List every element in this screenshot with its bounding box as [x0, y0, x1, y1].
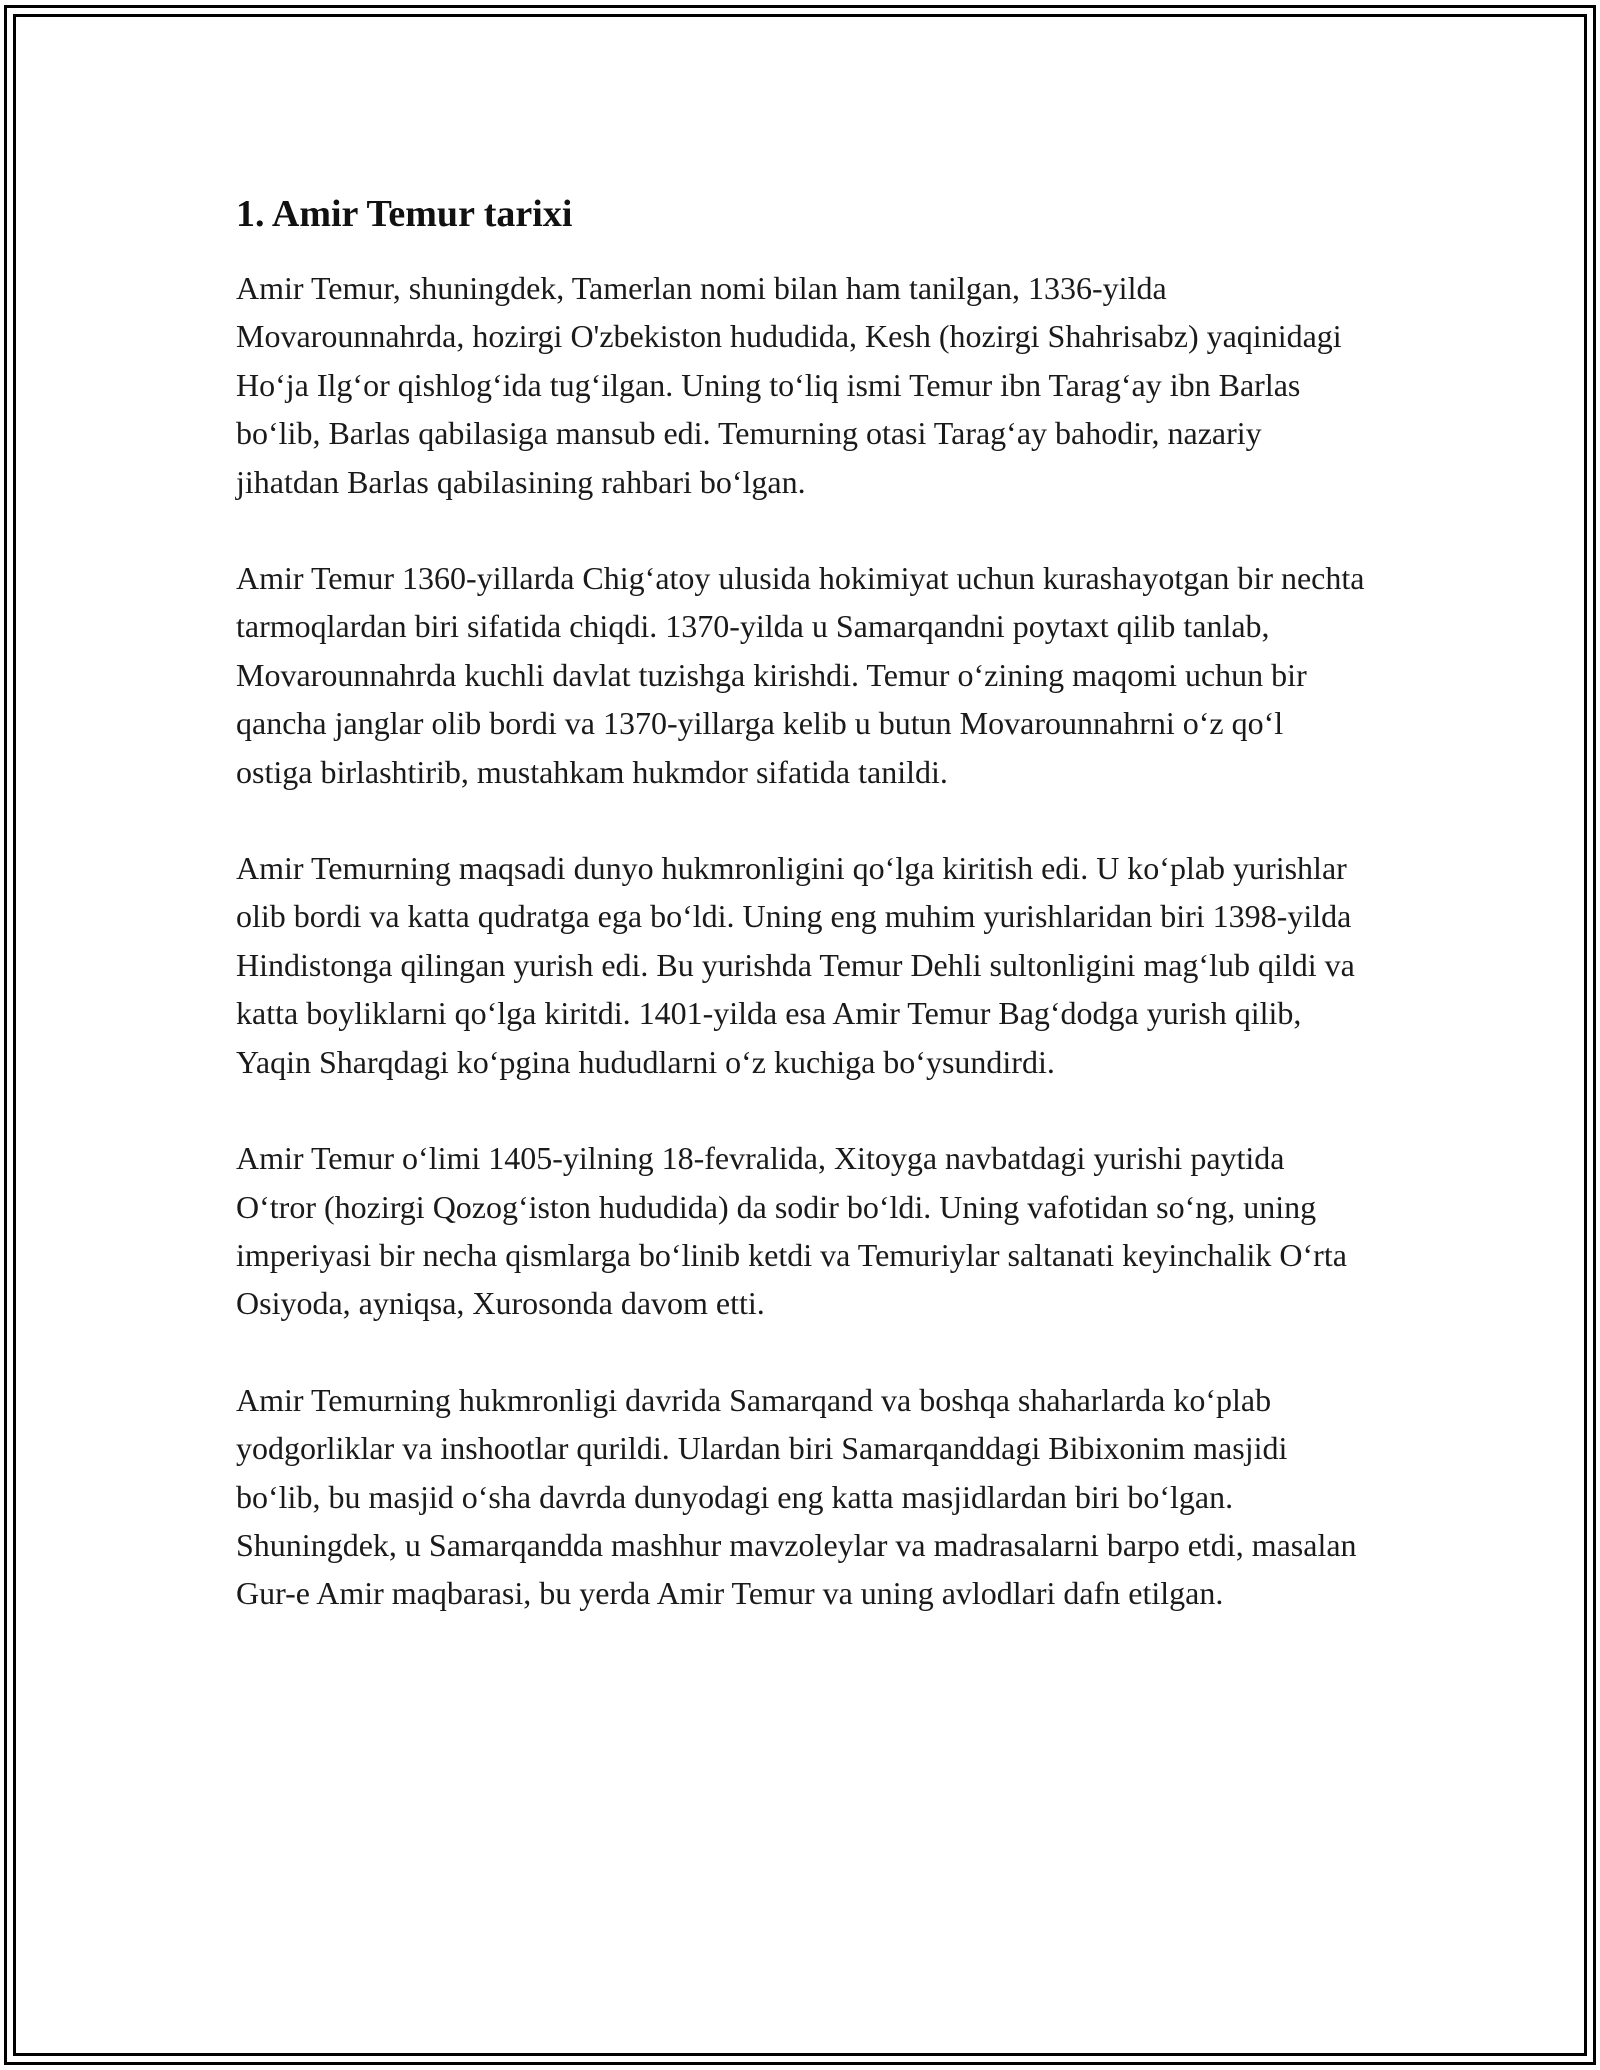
document-title: 1. Amir Temur tarixi — [236, 193, 573, 235]
paragraph-campaigns: Amir Temurning maqsadi dunyo hukmronligini qo‘lga kiritish edi. U ko‘plab yurishlar olib bordi va katta qudratga ega bo‘ldi. Uning eng muhim yurishlaridan biri 1398-yilda Hindistonga qilingan yurish edi. Bu yurishda Temur Dehli sultonligini mag‘lub qildi va katta boyliklarni qo‘lga kiritdi. 1401-yilda esa Amir Temur Bag‘dodga yurish qilib, Yaqin Sharqdagi ko‘pgina hududlarni o‘z kuchiga bo‘ysundirdi. — [236, 850, 1355, 1080]
paragraph-birth: Amir Temur, shuningdek, Tamerlan nomi bilan ham tanilgan, 1336-yilda Movarounnahrda, hozirgi O'zbekiston hududida, Kesh (hozirgi Shahrisabz) yaqinidagi Ho‘ja Ilg‘or qishlog‘ida tug‘ilgan. Uning to‘liq ismi Temur ibn Tarag‘ay ibn Barlas bo‘lib, Barlas qabilasiga mansub edi. Temurning otasi Tarag‘ay bahodir, nazariy jihatdan Barlas qabilasining rahbari bo‘lgan. — [236, 270, 1342, 500]
paragraph-monuments: Amir Temurning hukmronligi davrida Samarqand va boshqa shaharlarda ko‘plab yodgorliklar va inshootlar qurildi. Ulardan biri Samarqanddagi Bibixonim masjidi bo‘lib, bu masjid o‘sha davrda dunyodagi eng katta masjidlardan biri bo‘lgan. Shuningdek, u Samarqandda mashhur mavzoleylar va madrasalarni barpo etdi, masalan Gur-e Amir maqbarasi, bu yerda Amir Temur va uning avlodlari dafn etilgan. — [236, 1381, 1357, 1612]
paragraph-death: Amir Temur o‘limi 1405-yilning 18-fevralida, Xitoyga navbatdagi yurishi paytida O‘tror (hozirgi Qozog‘iston hududida) da sodir bo‘ldi. Uning vafotidan so‘ng, uning imperiyasi bir necha qismlarga bo‘linib ketdi va Temuriylar saltanati keyinchalik O‘rta Osiyoda, ayniqsa, Xurosonda davom etti. — [236, 1140, 1347, 1322]
document-body — [236, 186, 1366, 1618]
paragraph-rise-to-power: Amir Temur 1360-yillarda Chig‘atoy ulusida hokimiyat uchun kurashayotgan bir nechta tarmoqlardan biri sifatida chiqdi. 1370-yilda u Samarqandni poytaxt qilib tanlab, Movarounnahrda kuchli davlat tuzishga kirishdi. Temur o‘zining maqomi uchun bir qancha janglar olib bordi va 1370-yillarga kelib u butun Movarounnahrni o‘z qo‘l ostiga birlashtirib, mustahkam hukmdor sifatida tanildi. — [236, 560, 1365, 790]
